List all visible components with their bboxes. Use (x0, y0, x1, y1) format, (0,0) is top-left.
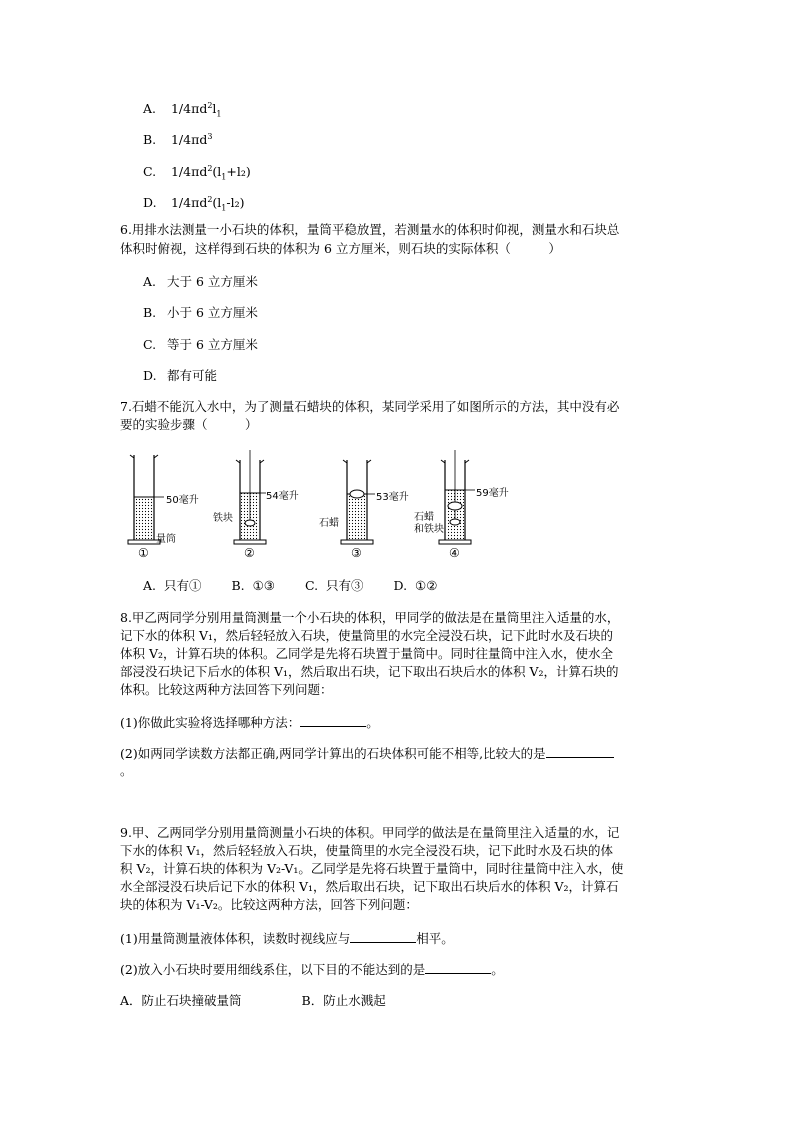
q8-stem-line1: 8.甲乙两同学分别用量筒测量一个小石块的体积，甲同学的做法是在量筒里注入适量的水， (120, 610, 620, 625)
q6-option-c[interactable] (143, 337, 258, 353)
option-text: 大于 6 立方厘米 (167, 274, 258, 289)
option-label: A. (143, 101, 157, 117)
option-formula: $1/4\pi d^2(l_1+l_2)$ (170, 164, 251, 182)
iron-block-label: 铁块 (213, 513, 233, 524)
wax-iron-label-line1: 石蜡 (414, 512, 434, 523)
cylinder-4 (439, 450, 475, 544)
answer-blank[interactable] (425, 961, 491, 974)
q6-stem-line1: 6.用排水法测量一小石块的体积，量筒平稳放置，若测量水的体积时仰视，测量水和石块总 (120, 222, 620, 237)
q9-stem-line3: 积 V₂，计算石块的体积为 V₂-V₁。乙同学是先将石块置于量筒中，同时往量筒中注入水，使 (120, 861, 624, 876)
q7-stem-line2: 要的实验步骤（ ） (120, 417, 258, 432)
q5-option-c[interactable] (143, 161, 251, 186)
step-number-4: ④ (449, 546, 460, 560)
option-label: B. (143, 305, 157, 320)
q7-options (143, 578, 437, 594)
wax-label: 石蜡 (319, 518, 339, 529)
option-label: C. (143, 337, 157, 352)
q9-stem-line4: 水全部浸没石块后记下水的体积 V₁，然后取出石块，记下取出石块后水的体积 V₂，计算石 (120, 879, 619, 894)
q9-stem-line2: 下水的体积 V₁，然后轻轻放入石块，使量筒里的水完全浸没石块，记下此时水及石块的体 (120, 843, 614, 858)
cylinder-2 (234, 450, 266, 544)
q9-sub1: (1)用量筒测量液体体积，读数时视线应与 相平。 (120, 931, 454, 946)
q9-stem-line1: 9.甲、乙两同学分别用量筒测量小石块的体积。甲同学的做法是在量筒里注入适量的水，记 (120, 825, 620, 840)
q8-sub2-end: 。 (120, 763, 133, 778)
option-formula: $1/4\pi d^2(l_1-l_2)$ (170, 195, 245, 213)
q7-stem-line1: 7.石蜡不能沉入水中，为了测量石蜡块的体积，某同学采用了如图所示的方法，其中没有必 (120, 399, 620, 414)
q6-option-a[interactable] (143, 274, 258, 290)
q8-stem-line5: 体积。比较这两种方法回答下列问题： (120, 682, 333, 697)
cylinder-3 (341, 460, 375, 544)
answer-blank[interactable] (350, 930, 416, 943)
reading-label-2: 54毫升 (266, 491, 299, 502)
q5-option-b[interactable] (143, 129, 212, 148)
q9-stem-line5: 块的体积为 V₁-V₂。比较这两种方法，回答下列问题： (120, 897, 418, 912)
q5-option-d[interactable] (143, 192, 245, 217)
q8-sub1: (1)你做此实验将选择哪种方法： 。 (120, 715, 379, 730)
q6-option-b[interactable] (143, 305, 258, 321)
q9-option-a[interactable]: A．防止石块撞破量筒 (120, 993, 242, 1008)
q9-options (120, 993, 386, 1009)
option-formula: $1/4\pi d^2l_1$ (170, 101, 222, 119)
q8-sub2: (2)如两同学读数方法都正确,两同学计算出的石块体积可能不相等,比较大的是 (120, 745, 614, 762)
q6-option-d[interactable] (143, 368, 217, 384)
q8-stem-line3: 体积 V₂，计算石块的体积。乙同学是先将石块置于量筒中。同时往量筒中注入水，使水全 (120, 646, 614, 661)
answer-blank[interactable] (300, 714, 366, 727)
option-text: 等于 6 立方厘米 (167, 337, 258, 352)
cylinders-diagram (120, 450, 540, 575)
reading-label-1: 50毫升 (166, 495, 199, 506)
option-label: D. (143, 195, 157, 211)
q8-stem-line2: 记下水的体积 V₁，然后轻轻放入石块，使量筒里的水完全浸没石块，记下此时水及石块的 (120, 628, 614, 643)
option-label: A. (143, 274, 157, 289)
graduated-cylinder-figure (120, 450, 540, 575)
q9-sub2: (2)放入小石块时要用细线系住，以下目的不能达到的是 。 (120, 962, 504, 977)
q9-option-b[interactable]: B．防止水溅起 (301, 993, 386, 1008)
option-text: 都有可能 (167, 368, 218, 383)
q8-stem-line4: 部浸没石块记下后水的体积 V₁，然后取出石块，记下取出石块后水的体积 V₂，计算石块的 (120, 664, 619, 679)
q6-stem-line2: 体积时俯视，这样得到石块的体积为 6 立方厘米，则石块的实际体积（ ） (120, 241, 561, 256)
step-number-1: ① (138, 546, 149, 560)
answer-blank[interactable] (546, 745, 614, 758)
option-text: 小于 6 立方厘米 (167, 305, 258, 320)
q7-option-a[interactable]: A. 只有① (143, 578, 202, 593)
wax-iron-label-line2: 和铁块 (414, 524, 444, 535)
q7-option-b[interactable]: B. ①③ (231, 578, 275, 593)
option-label: B. (143, 132, 157, 148)
step-number-2: ② (244, 546, 255, 560)
q5-option-a[interactable] (143, 98, 222, 123)
reading-label-4: 59毫升 (476, 488, 509, 499)
q7-option-c[interactable]: C. 只有③ (304, 578, 364, 593)
cylinder-label: 量筒 (156, 534, 176, 545)
step-number-3: ③ (351, 546, 362, 560)
option-formula: $1/4\pi d^3$ (170, 132, 213, 148)
option-label: C. (143, 164, 157, 180)
reading-label-3: 53毫升 (376, 492, 409, 503)
q7-option-d[interactable]: D. ①② (393, 578, 438, 593)
option-label: D. (143, 368, 157, 383)
